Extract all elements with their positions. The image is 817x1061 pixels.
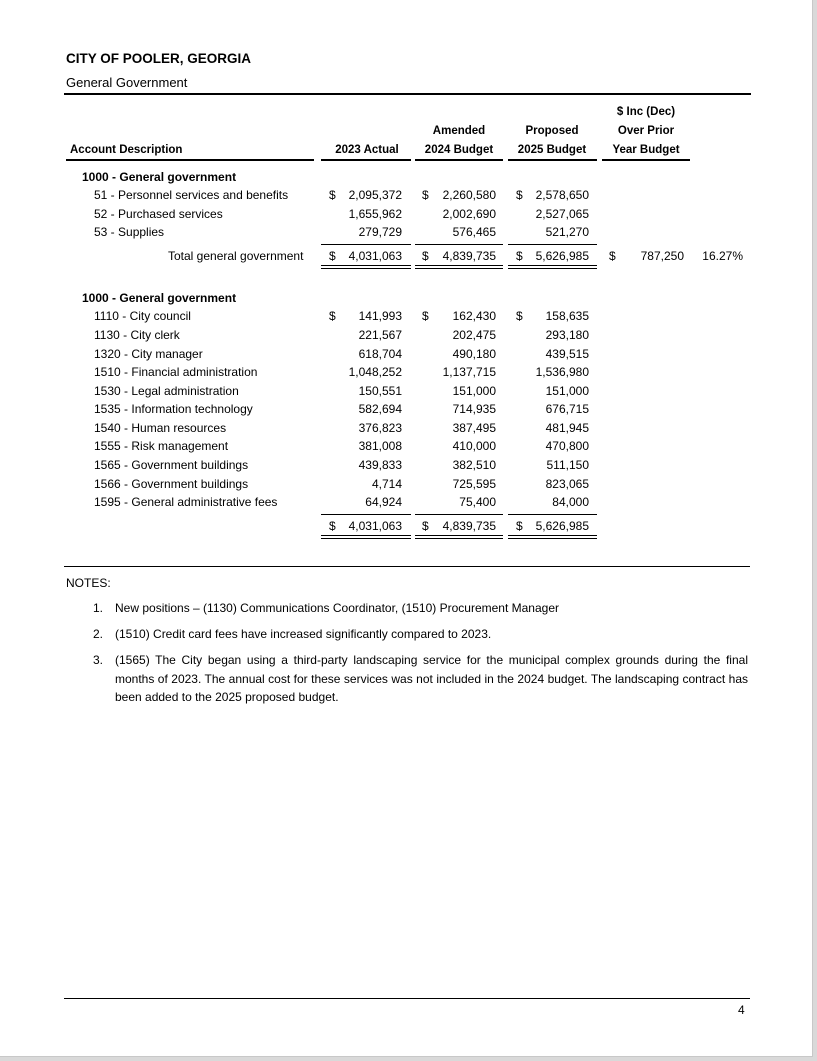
subtotal-rule xyxy=(321,514,411,515)
cell-2025-budget: 439,515 xyxy=(545,347,589,361)
cell-2024-budget: 1,137,715 xyxy=(442,365,496,379)
cell-2025-budget: 158,635 xyxy=(545,309,589,323)
cell-2024-budget: 410,000 xyxy=(452,439,496,453)
notes-title: NOTES: xyxy=(66,576,111,590)
col-underline xyxy=(321,159,411,161)
subtotal-rule xyxy=(415,514,503,515)
col-underline xyxy=(66,159,314,161)
cell-2025-budget: 521,270 xyxy=(545,225,589,239)
cell-2025-budget: 2,578,650 xyxy=(535,188,589,202)
note-number: 2. xyxy=(93,627,104,641)
cell-2023-actual: 439,833 xyxy=(358,458,402,472)
total-2025-budget: 5,626,985 xyxy=(535,519,589,533)
section-heading: 1000 - General government xyxy=(82,291,237,305)
note-text: New positions – (1130) Communications Coordinator, (1510) Procurement Manager xyxy=(115,601,559,615)
cell-2023-actual: 381,008 xyxy=(358,439,402,453)
col-amended-line1: Amended xyxy=(432,125,486,137)
row-label: 51 - Personnel services and benefits xyxy=(94,188,289,202)
cell-2024-budget: 725,595 xyxy=(452,477,496,491)
subtotal-rule xyxy=(508,244,597,245)
cell-2024-budget: 2,002,690 xyxy=(442,207,496,221)
cell-2025-budget: 293,180 xyxy=(545,328,589,342)
cell-2023-actual: 141,993 xyxy=(358,309,402,323)
cell-2024-budget: 202,475 xyxy=(452,328,496,342)
header-rule xyxy=(64,93,751,95)
cell-2025-budget: 470,800 xyxy=(545,439,589,453)
row-label: 1530 - Legal administration xyxy=(94,384,239,398)
dollar-sign: $ xyxy=(329,309,336,323)
col-proposed-line2: 2025 Budget xyxy=(517,144,587,156)
row-label: 1320 - City manager xyxy=(94,347,203,361)
subtotal-rule xyxy=(415,244,503,245)
cell-2025-budget: 676,715 xyxy=(545,402,589,416)
total-2024-budget: 4,839,735 xyxy=(442,249,496,263)
cell-2023-actual: 582,694 xyxy=(358,402,402,416)
dollar-sign: $ xyxy=(609,249,616,263)
row-label: 1110 - City council xyxy=(94,309,191,323)
notes-rule xyxy=(64,566,750,567)
row-label: 1566 - Government buildings xyxy=(94,477,249,491)
row-label: 1130 - City clerk xyxy=(94,328,180,342)
dollar-sign: $ xyxy=(516,519,523,533)
note-number: 1. xyxy=(93,601,104,615)
dollar-sign: $ xyxy=(329,249,336,263)
total-2023-actual: 4,031,063 xyxy=(348,249,402,263)
cell-2023-actual: 4,714 xyxy=(371,477,402,491)
subtotal-rule xyxy=(508,514,597,515)
row-label: 1535 - Information technology xyxy=(94,402,253,416)
row-label: 52 - Purchased services xyxy=(94,207,223,221)
page-number: 4 xyxy=(738,1003,745,1017)
double-underline xyxy=(508,535,597,539)
cell-2024-budget: 576,465 xyxy=(452,225,496,239)
double-underline xyxy=(415,535,503,539)
cell-2025-budget: 1,536,980 xyxy=(535,365,589,379)
cell-2023-actual: 1,048,252 xyxy=(348,365,402,379)
section-heading: 1000 - General government xyxy=(82,170,237,184)
col-proposed-line1: Proposed xyxy=(525,125,579,137)
cell-2023-actual: 2,095,372 xyxy=(348,188,402,202)
cell-2024-budget: 151,000 xyxy=(452,384,496,398)
cell-2024-budget: 382,510 xyxy=(452,458,496,472)
total-2023-actual: 4,031,063 xyxy=(348,519,402,533)
row-label: 1555 - Risk management xyxy=(94,439,229,453)
total-2025-budget: 5,626,985 xyxy=(535,249,589,263)
double-underline xyxy=(321,265,411,269)
double-underline xyxy=(508,265,597,269)
subtotal-rule xyxy=(321,244,411,245)
dollar-sign: $ xyxy=(516,188,523,202)
dollar-sign: $ xyxy=(422,309,429,323)
document-subtitle: General Government xyxy=(66,75,188,90)
row-label: 53 - Supplies xyxy=(94,225,165,239)
cell-2023-actual: 618,704 xyxy=(358,347,402,361)
col-underline xyxy=(602,159,690,161)
cell-2023-actual: 376,823 xyxy=(358,421,402,435)
note-text: (1565) The City began using a third-party landscaping service for the municipal complex grounds during the final months of 2023. The annual cost for these services was not included in the 2024 budget. The landscaping contract has been added to the 2025 proposed budget. xyxy=(115,653,748,704)
cell-2024-budget: 387,495 xyxy=(452,421,496,435)
col-incdec-line1: $ Inc (Dec) xyxy=(616,106,676,118)
dollar-sign: $ xyxy=(329,188,336,202)
dollar-sign: $ xyxy=(516,309,523,323)
col-incdec-line3: Year Budget xyxy=(612,144,680,156)
total-2024-budget: 4,839,735 xyxy=(442,519,496,533)
row-label: 1510 - Financial administration xyxy=(94,365,258,379)
cell-2023-actual: 221,567 xyxy=(358,328,402,342)
col-amended-line2: 2024 Budget xyxy=(424,144,494,156)
cell-2025-budget: 151,000 xyxy=(545,384,589,398)
row-label: 1540 - Human resources xyxy=(94,421,227,435)
cell-2024-budget: 162,430 xyxy=(452,309,496,323)
row-label: 1595 - General administrative fees xyxy=(94,495,278,509)
total-inc-dec-pct: 16.27% xyxy=(702,249,743,263)
cell-2025-budget: 823,065 xyxy=(545,477,589,491)
dollar-sign: $ xyxy=(516,249,523,263)
col-account-description: Account Description xyxy=(70,144,183,156)
col-underline xyxy=(415,159,503,161)
note-number: 3. xyxy=(93,653,104,667)
cell-2023-actual: 64,924 xyxy=(365,495,402,509)
document-title: CITY OF POOLER, GEORGIA xyxy=(66,51,252,66)
total-inc-dec: 787,250 xyxy=(640,249,684,263)
dollar-sign: $ xyxy=(329,519,336,533)
cell-2025-budget: 84,000 xyxy=(552,495,589,509)
cell-2023-actual: 150,551 xyxy=(358,384,402,398)
col-2023-actual: 2023 Actual xyxy=(335,144,399,156)
cell-2025-budget: 481,945 xyxy=(545,421,589,435)
row-label: 1565 - Government buildings xyxy=(94,458,249,472)
cell-2023-actual: 279,729 xyxy=(358,225,402,239)
dollar-sign: $ xyxy=(422,519,429,533)
col-underline xyxy=(508,159,597,161)
cell-2024-budget: 2,260,580 xyxy=(442,188,496,202)
dollar-sign: $ xyxy=(422,249,429,263)
col-incdec-line2: Over Prior xyxy=(617,125,675,137)
note-text: (1510) Credit card fees have increased significantly compared to 2023. xyxy=(115,627,492,641)
total-label: Total general government xyxy=(168,249,304,263)
cell-2024-budget: 75,400 xyxy=(459,495,496,509)
double-underline xyxy=(321,535,411,539)
cell-2025-budget: 2,527,065 xyxy=(535,207,589,221)
cell-2024-budget: 490,180 xyxy=(452,347,496,361)
footer-rule xyxy=(64,998,750,999)
cell-2025-budget: 511,150 xyxy=(546,458,589,472)
cell-2024-budget: 714,935 xyxy=(452,402,496,416)
cell-2023-actual: 1,655,962 xyxy=(348,207,402,221)
double-underline xyxy=(415,265,503,269)
dollar-sign: $ xyxy=(422,188,429,202)
